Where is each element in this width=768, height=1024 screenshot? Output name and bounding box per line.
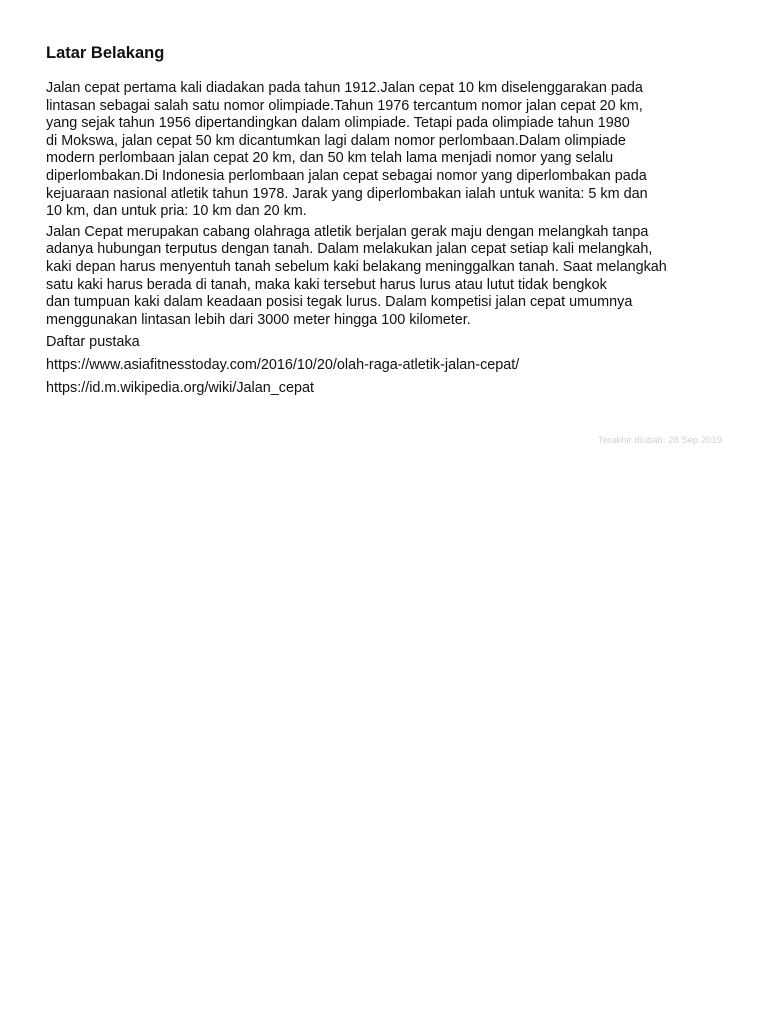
text-line: lintasan sebagai salah satu nomor olimpiade.Tahun 1976 tercantum nomor jalan cepat 20 km,	[46, 97, 643, 114]
document-body	[46, 80, 726, 399]
text-line: diperlombakan.Di Indonesia perlombaan jalan cepat sebagai nomor yang diperlombakan pada	[46, 167, 647, 184]
text-line: Jalan Cepat merupakan cabang olahraga atletik berjalan gerak maju dengan melangkah tanpa	[46, 223, 649, 240]
paragraph-history	[46, 80, 726, 221]
last-modified-note: Terakhir diubah: 28 Sep 2019	[597, 435, 722, 446]
text-line: di Mokswa, jalan cepat 50 km dicantumkan lagi dalam nomor perlombaan.Dalam olimpiade	[46, 132, 626, 149]
text-line: Jalan cepat pertama kali diadakan pada tahun 1912.Jalan cepat 10 km diselenggarakan pada	[46, 80, 643, 96]
text-line: menggunakan lintasan lebih dari 3000 meter hingga 100 kilometer.	[46, 311, 471, 328]
section-heading: Latar Belakang	[46, 44, 165, 62]
text-line: satu kaki harus berada di tanah, maka kaki tersebut harus lurus atau lutut tidak bengkok	[46, 276, 607, 293]
text-line: yang sejak tahun 1956 dipertandingkan dalam olimpiade. Tetapi pada olimpiade tahun 1980	[46, 115, 630, 132]
reference-link-wikipedia[interactable]: https://id.m.wikipedia.org/wiki/Jalan_cepat	[46, 380, 314, 397]
text-line: 10 km, dan untuk pria: 10 km dan 20 km.	[46, 203, 307, 220]
text-line: adanya hubungan terputus dengan tanah. Dalam melakukan jalan cepat setiap kali melangkah,	[46, 241, 653, 258]
text-line: dan tumpuan kaki dalam keadaan posisi tegak lurus. Dalam kompetisi jalan cepat umumnya	[46, 294, 633, 311]
paragraph-definition	[46, 224, 726, 330]
text-line: kejuaraan nasional atletik tahun 1978. Jarak yang diperlombakan ialah untuk wanita: 5 km dan	[46, 185, 648, 202]
text-line: modern perlombaan jalan cepat 20 km, dan 50 km telah lama menjadi nomor yang selalu	[46, 150, 614, 167]
reference-link-asiafitnesstoday[interactable]: https://www.asiafitnesstoday.com/2016/10/20/olah-raga-atletik-jalan-cepat/	[46, 357, 520, 374]
references-label: Daftar pustaka	[46, 334, 140, 351]
text-line: kaki depan harus menyentuh tanah sebelum kaki belakang meninggalkan tanah. Saat melangkah	[46, 258, 667, 275]
